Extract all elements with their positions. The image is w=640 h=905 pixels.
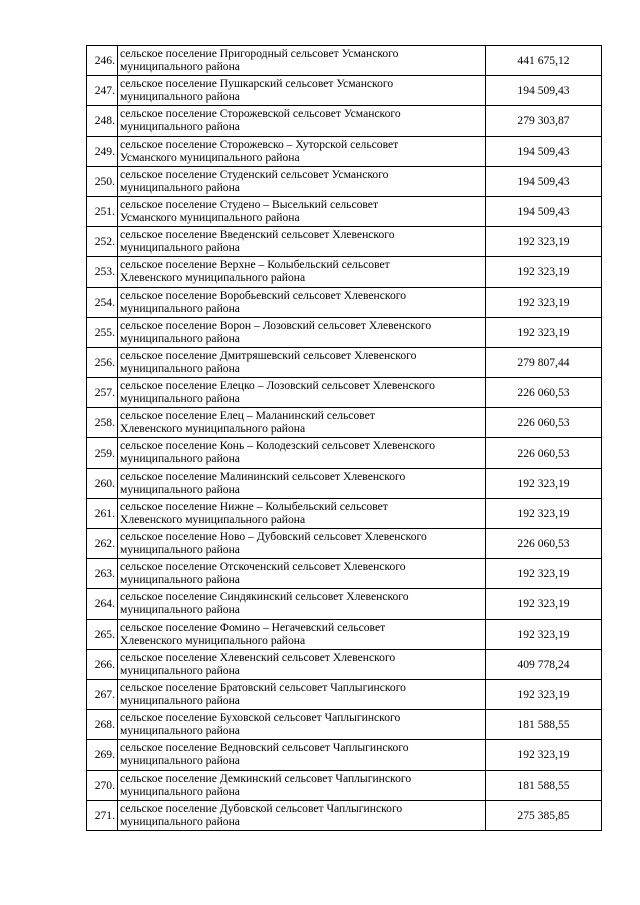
table-row (87, 378, 602, 408)
row-number: 271. (87, 800, 118, 830)
settlement-name (118, 287, 486, 317)
amount-cell: 275 385,85 (486, 800, 602, 830)
amount-cell: 192 323,19 (486, 287, 602, 317)
settlement-name (118, 740, 486, 770)
row-number: 250. (87, 166, 118, 196)
settlement-name-line-2: Хлевенского муниципального района (120, 422, 306, 436)
settlement-name-line-2: Хлевенского муниципального района (120, 633, 306, 647)
settlement-name-line-2: муниципального района (120, 180, 240, 194)
settlement-name (118, 800, 486, 830)
settlement-name (118, 559, 486, 589)
table-row (87, 468, 602, 498)
table-row (87, 529, 602, 559)
settlement-name-line-1: сельское поселение Ворон – Лозовский сельсовет Хлевенского (120, 318, 432, 332)
settlement-name (118, 166, 486, 196)
settlement-name-line-2: муниципального района (120, 331, 240, 345)
table-row (87, 770, 602, 800)
amount-cell: 192 323,19 (486, 468, 602, 498)
settlement-name (118, 529, 486, 559)
table-row (87, 136, 602, 166)
table-row (87, 710, 602, 740)
amount-cell: 194 509,43 (486, 196, 602, 226)
table-row (87, 46, 602, 76)
settlement-name-line-2: муниципального района (120, 784, 240, 798)
settlement-name-line-2: муниципального района (120, 663, 240, 677)
row-number: 246. (87, 46, 118, 76)
settlement-name-line-1: сельское поселение Верхне – Колыбельский сельсовет (120, 258, 390, 272)
settlement-name (118, 46, 486, 76)
amount-cell: 194 509,43 (486, 136, 602, 166)
settlement-name (118, 378, 486, 408)
table-row (87, 106, 602, 136)
table-row (87, 317, 602, 347)
table-row (87, 679, 602, 709)
settlement-name-line-2: муниципального района (120, 754, 240, 768)
settlement-name (118, 317, 486, 347)
table-row (87, 76, 602, 106)
table-row (87, 196, 602, 226)
table-row (87, 408, 602, 438)
settlement-name-line-1: сельское поселение Хлевенский сельсовет Хлевенского (120, 650, 396, 664)
allocation-table (86, 45, 602, 831)
amount-cell: 409 778,24 (486, 649, 602, 679)
amount-cell: 279 807,44 (486, 347, 602, 377)
row-number: 262. (87, 529, 118, 559)
settlement-name-line-2: муниципального района (120, 573, 240, 587)
amount-cell: 192 323,19 (486, 317, 602, 347)
amount-cell: 194 509,43 (486, 76, 602, 106)
settlement-name-line-1: сельское поселение Елец – Маланинский сельсовет (120, 409, 375, 423)
settlement-name-line-2: Усманского муниципального района (120, 210, 300, 224)
table-row (87, 166, 602, 196)
table-row (87, 347, 602, 377)
settlement-name (118, 468, 486, 498)
row-number: 260. (87, 468, 118, 498)
amount-cell: 192 323,19 (486, 740, 602, 770)
table-row (87, 589, 602, 619)
settlement-name-line-2: муниципального района (120, 543, 240, 556)
settlement-name (118, 408, 486, 438)
row-number: 261. (87, 498, 118, 528)
row-number: 265. (87, 619, 118, 649)
table-row (87, 649, 602, 679)
amount-cell: 192 323,19 (486, 619, 602, 649)
amount-cell: 192 323,19 (486, 589, 602, 619)
row-number: 252. (87, 227, 118, 257)
row-number: 249. (87, 136, 118, 166)
settlement-name (118, 438, 486, 468)
row-number: 266. (87, 649, 118, 679)
settlement-name-line-1: сельское поселение Фомино – Негачевский сельсовет (120, 620, 386, 634)
settlement-name-line-1: сельское поселение Студено – Выселький сельсовет (120, 197, 379, 211)
settlement-name-line-1: сельское поселение Елецко – Лозовский сельсовет Хлевенского (120, 379, 435, 393)
settlement-name-line-1: сельское поселение Дубовской сельсовет Чаплыгинского (120, 801, 403, 815)
settlement-name (118, 649, 486, 679)
settlement-name (118, 106, 486, 136)
row-number: 263. (87, 559, 118, 589)
settlement-name (118, 227, 486, 257)
row-number: 258. (87, 408, 118, 438)
settlement-name-line-1: сельское поселение Сторожевской сельсовет Усманского (120, 107, 401, 121)
settlement-name (118, 257, 486, 287)
table-row (87, 800, 602, 830)
row-number: 251. (87, 196, 118, 226)
settlement-name-line-1: сельское поселение Синдякинский сельсовет Хлевенского (120, 590, 409, 604)
amount-cell: 441 675,12 (486, 46, 602, 76)
amount-cell: 226 060,53 (486, 408, 602, 438)
settlement-name-line-2: муниципального района (120, 120, 240, 134)
row-number: 255. (87, 317, 118, 347)
table-row (87, 498, 602, 528)
settlement-name-line-2: муниципального района (120, 603, 240, 617)
row-number: 267. (87, 679, 118, 709)
settlement-name-line-2: муниципального района (120, 60, 240, 73)
row-number: 253. (87, 257, 118, 287)
settlement-name-line-2: Хлевенского муниципального района (120, 271, 306, 285)
settlement-name-line-2: муниципального района (120, 361, 240, 375)
row-number: 248. (87, 106, 118, 136)
table-row (87, 619, 602, 649)
settlement-name-line-2: муниципального района (120, 814, 240, 828)
table-row (87, 559, 602, 589)
settlement-name-line-1: сельское поселение Братовский сельсовет Чаплыгинского (120, 680, 406, 694)
amount-cell: 194 509,43 (486, 166, 602, 196)
settlement-name-line-1: сельское поселение Ведновский сельсовет Чаплыгинского (120, 741, 409, 755)
amount-cell: 226 060,53 (486, 378, 602, 408)
settlement-name-line-2: муниципального района (120, 693, 240, 707)
settlement-name-line-1: сельское поселение Воробьевский сельсовет Хлевенского (120, 288, 407, 302)
amount-cell: 192 323,19 (486, 257, 602, 287)
row-number: 257. (87, 378, 118, 408)
settlement-name-line-2: муниципального района (120, 724, 240, 738)
table-body (87, 46, 602, 831)
settlement-name (118, 710, 486, 740)
settlement-name-line-1: сельское поселение Дмитряшевский сельсовет Хлевенского (120, 348, 417, 362)
settlement-name (118, 770, 486, 800)
settlement-name-line-2: муниципального района (120, 301, 240, 315)
settlement-name-line-1: сельское поселение Отскоченский сельсовет Хлевенского (120, 560, 406, 574)
settlement-name (118, 679, 486, 709)
settlement-name-line-1: сельское поселение Сторожевско – Хуторской сельсовет (120, 137, 399, 151)
amount-cell: 192 323,19 (486, 227, 602, 257)
amount-cell: 279 303,87 (486, 106, 602, 136)
row-number: 264. (87, 589, 118, 619)
amount-cell: 192 323,19 (486, 498, 602, 528)
table-row (87, 227, 602, 257)
settlement-name-line-1: сельское поселение Пригородный сельсовет Усманского (120, 47, 399, 60)
row-number: 269. (87, 740, 118, 770)
amount-cell: 226 060,53 (486, 438, 602, 468)
amount-cell: 181 588,55 (486, 770, 602, 800)
settlement-name-line-1: сельское поселение Пушкарский сельсовет Усманского (120, 77, 394, 91)
row-number: 256. (87, 347, 118, 377)
settlement-name-line-2: муниципального района (120, 90, 240, 104)
settlement-name-line-2: муниципального района (120, 241, 240, 255)
settlement-name (118, 619, 486, 649)
settlement-name-line-2: муниципального района (120, 392, 240, 406)
settlement-name (118, 136, 486, 166)
settlement-name (118, 347, 486, 377)
settlement-name (118, 589, 486, 619)
amount-cell: 181 588,55 (486, 710, 602, 740)
settlement-name-line-2: Усманского муниципального района (120, 150, 300, 164)
row-number: 268. (87, 710, 118, 740)
settlement-name-line-1: сельское поселение Конь – Колодезский сельсовет Хлевенского (120, 439, 436, 453)
row-number: 247. (87, 76, 118, 106)
settlement-name-line-1: сельское поселение Нижне – Колыбельский сельсовет (120, 499, 388, 513)
settlement-name-line-1: сельское поселение Ново – Дубовский сельсовет Хлевенского (120, 530, 427, 543)
row-number: 259. (87, 438, 118, 468)
settlement-name (118, 498, 486, 528)
table-row (87, 438, 602, 468)
amount-cell: 226 060,53 (486, 529, 602, 559)
amount-cell: 192 323,19 (486, 679, 602, 709)
settlement-name-line-2: муниципального района (120, 482, 240, 496)
table-row (87, 287, 602, 317)
row-number: 254. (87, 287, 118, 317)
settlement-name-line-1: сельское поселение Буховской сельсовет Чаплыгинского (120, 711, 401, 725)
settlement-name-line-1: сельское поселение Введенский сельсовет Хлевенского (120, 228, 395, 242)
row-number: 270. (87, 770, 118, 800)
settlement-name-line-1: сельское поселение Малининский сельсовет Хлевенского (120, 469, 406, 483)
amount-cell: 192 323,19 (486, 559, 602, 589)
table-row (87, 740, 602, 770)
settlement-name-line-1: сельское поселение Студенский сельсовет Усманского (120, 167, 389, 181)
settlement-name (118, 196, 486, 226)
table-row (87, 257, 602, 287)
settlement-name-line-1: сельское поселение Демкинский сельсовет Чаплыгинского (120, 771, 412, 785)
settlement-name (118, 76, 486, 106)
settlement-name-line-2: муниципального района (120, 452, 240, 466)
settlement-name-line-2: Хлевенского муниципального района (120, 512, 306, 526)
